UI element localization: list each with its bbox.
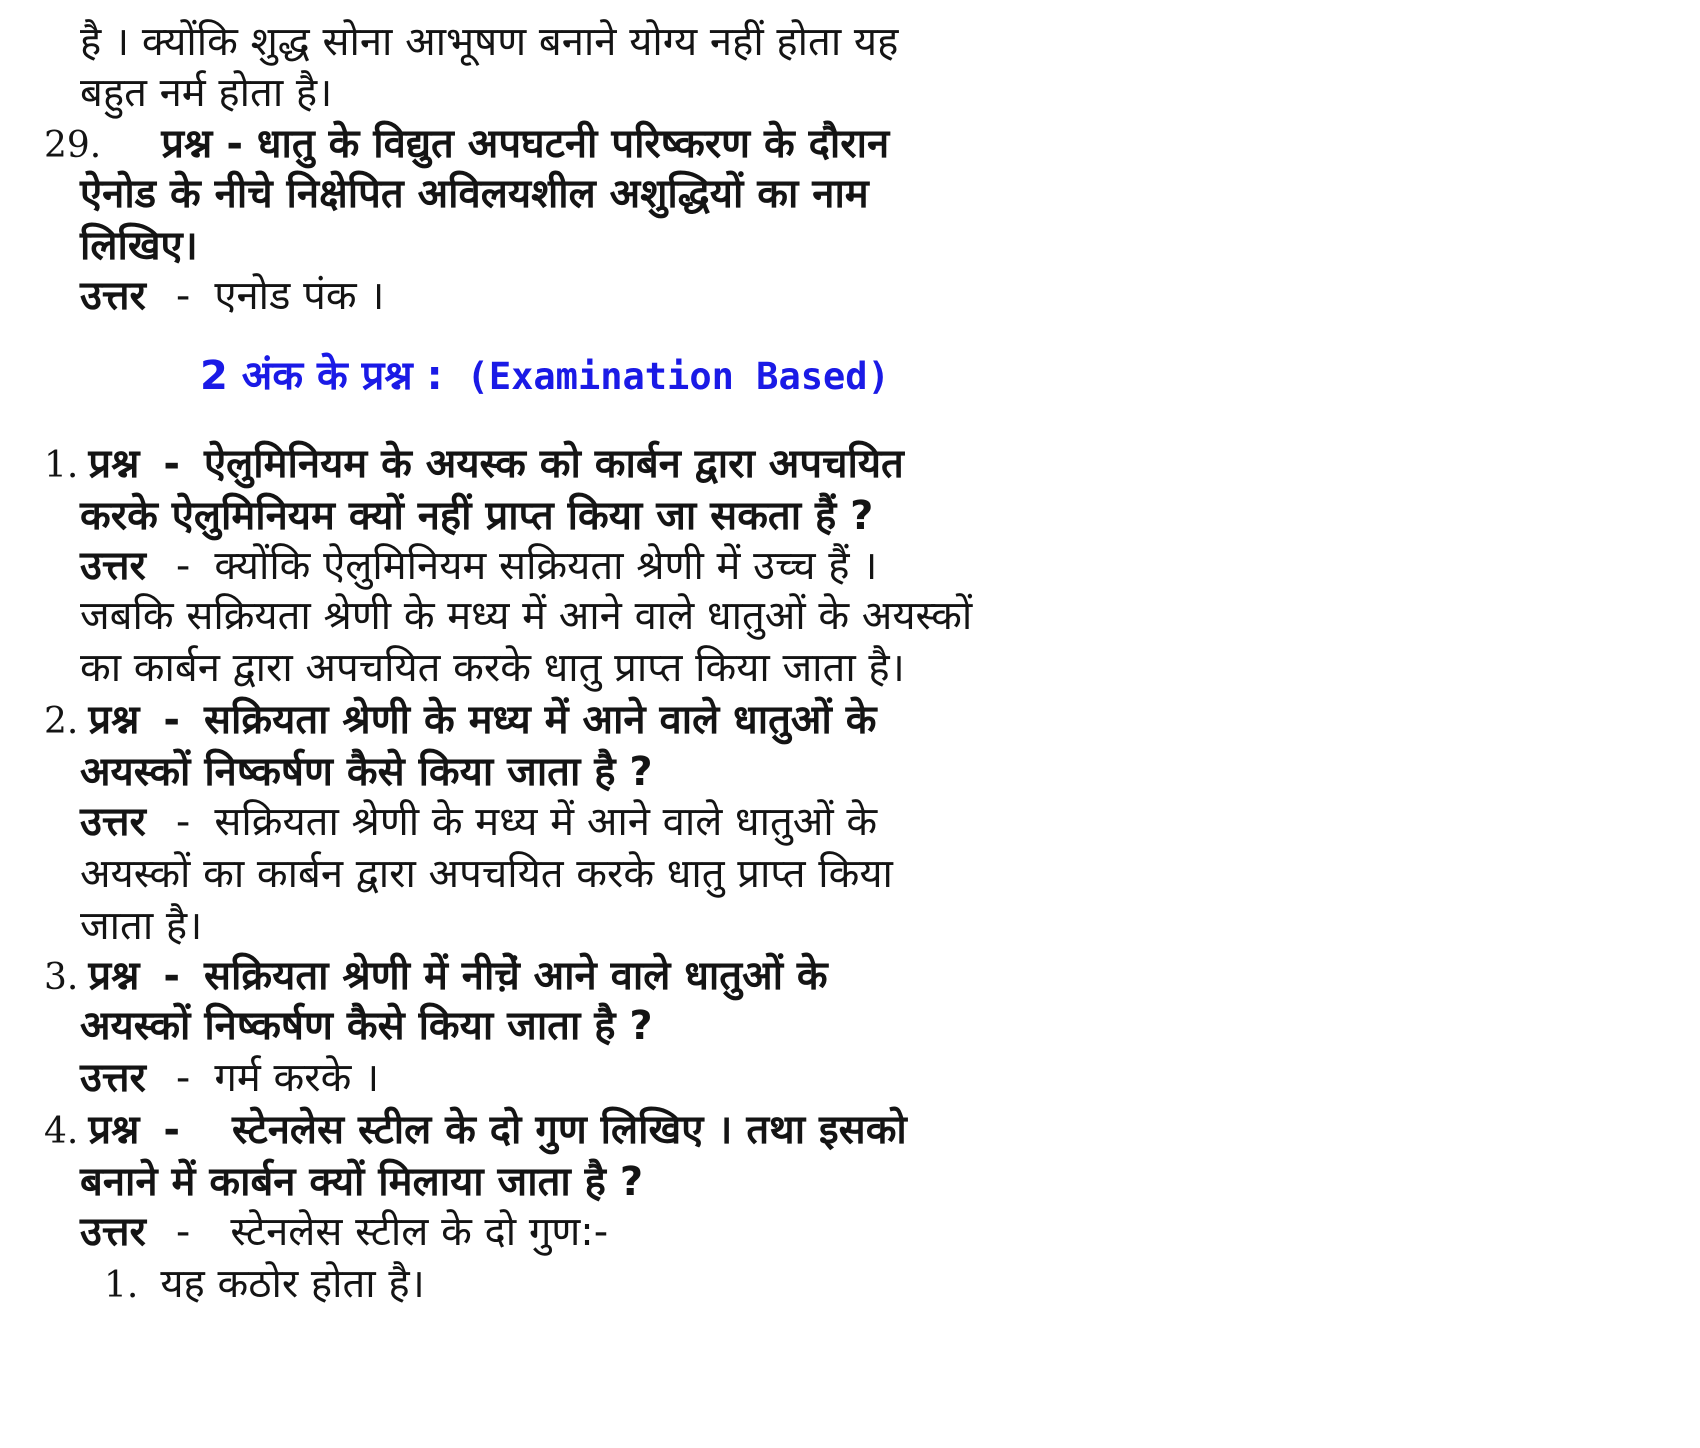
- question-label: प्रश्न: [88, 953, 140, 999]
- question-4: [44, 1102, 907, 1158]
- answer-label: उत्तर: [80, 273, 146, 319]
- question-29-line-2: ऐनोड के नीचे निक्षेपित अविलयशील अशुद्धियों का नाम: [80, 171, 869, 217]
- answer-1-line-2: जबकि सक्रियता श्रेणी के मध्य में आने वाले धातुओं के अयस्कों: [80, 593, 973, 639]
- answer-2-line-3: जाता है।: [80, 903, 203, 949]
- section-heading: [200, 348, 890, 404]
- continuation-text-line-2: बहुत नर्म होता है।: [80, 70, 333, 116]
- question-dash: -: [163, 1107, 181, 1153]
- question-text: ऐलुमिनियम के अयस्क को कार्बन द्वारा अपचयित: [204, 441, 904, 487]
- answer-dash: -: [175, 543, 191, 589]
- question-2-line-2: अयस्कों निष्कर्षण कैसे किया जाता है ?: [80, 749, 653, 795]
- question-text: स्टेनलेस स्टील के दो गुण लिखिए । तथा इसको: [232, 1107, 907, 1153]
- answer-text: सक्रियता श्रेणी के मध्य में आने वाले धातुओं के: [214, 799, 878, 845]
- list-item-number: 1.: [104, 1265, 139, 1306]
- question-dash: -: [226, 121, 243, 167]
- question-1: [44, 436, 904, 492]
- question-number: 4.: [44, 1111, 79, 1152]
- answer-2-line-2: अयस्कों का कार्बन द्वारा अपचयित करके धातु प्राप्त किया: [80, 851, 893, 897]
- answer-dash: -: [175, 1209, 191, 1255]
- question-dash: -: [163, 697, 181, 743]
- answer-4: [80, 1204, 608, 1260]
- question-2: [44, 692, 876, 748]
- answer-2: [80, 794, 877, 850]
- question-label: प्रश्न: [88, 441, 140, 487]
- answer-label: उत्तर: [80, 543, 146, 589]
- answer-dash: -: [175, 1055, 191, 1101]
- continuation-text-line-1: है । क्योंकि शुद्ध सोना आभूषण बनाने योग्य नहीं होता यह: [80, 19, 899, 65]
- answer-text: एनोड पंक ।: [214, 273, 385, 319]
- question-dash: -: [163, 953, 181, 999]
- section-heading-hindi: 2 अंक के प्रश्न :: [200, 353, 443, 399]
- answer-text: स्टेनलेस स्टील के दो गुण:-: [230, 1209, 609, 1255]
- question-text: सक्रियता श्रेणी के मध्य में आने वाले धातुओं के: [204, 697, 877, 743]
- answer-1: [80, 538, 877, 594]
- question-label: प्रश्न: [88, 697, 140, 743]
- question-label: प्रश्न: [88, 1107, 140, 1153]
- question-dash: -: [163, 441, 181, 487]
- question-number: 29.: [44, 125, 102, 166]
- answer-1-line-3: का कार्बन द्वारा अपचयित करके धातु प्राप्त किया जाता है।: [80, 645, 905, 691]
- answer-label: उत्तर: [80, 1209, 146, 1255]
- question-number: 1.: [44, 445, 79, 486]
- answer-label: उत्तर: [80, 799, 146, 845]
- section-heading-english: (Examination Based): [466, 355, 890, 398]
- list-item-text: यह कठोर होता है।: [160, 1261, 425, 1307]
- question-text: सक्रियता श्रेणी में नीचेे़ं आने वाले धातुओं के: [204, 953, 828, 999]
- question-number: 2.: [44, 701, 79, 742]
- answer-dash: -: [175, 273, 191, 319]
- answer-text: क्योंकि ऐलुमिनियम सक्रियता श्रेणी में उच्च हैं ।: [214, 543, 878, 589]
- answer-3: [80, 1050, 379, 1106]
- question-number: 3.: [44, 957, 79, 998]
- question-text: धातु के विद्युत अपघटनी परिष्करण के दौरान: [256, 121, 890, 167]
- answer-text: गर्म करके ।: [214, 1055, 380, 1101]
- question-1-line-2: करके ऐलुमिनियम क्यों नहीं प्राप्त किया जा सकता हैं ?: [80, 493, 874, 539]
- question-3: [44, 948, 828, 1004]
- question-29-line-3: लिखिए।: [80, 223, 198, 269]
- answer-label: उत्तर: [80, 1055, 146, 1101]
- list-item: [104, 1256, 425, 1312]
- question-3-line-2: अयस्कों निष्कर्षण कैसे किया जाता है ?: [80, 1003, 653, 1049]
- question-29: [44, 116, 889, 172]
- answer-29: [80, 268, 384, 324]
- question-4-line-2: बनाने में कार्बन क्यों मिलाया जाता है ?: [80, 1159, 644, 1205]
- question-label: प्रश्न: [161, 121, 213, 167]
- answer-dash: -: [175, 799, 191, 845]
